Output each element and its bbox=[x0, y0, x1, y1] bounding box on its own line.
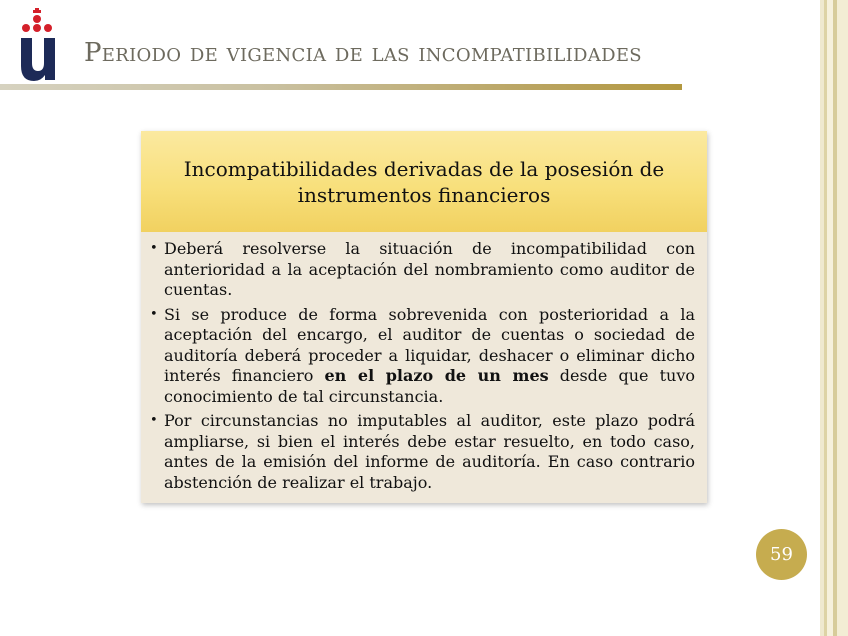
bullet-list bbox=[141, 232, 707, 493]
title-underline bbox=[0, 84, 682, 90]
bullet-text: Deberá resolverse la situación de incompatibilidad con anterioridad a la aceptación del nombramiento como auditor de cuentas. bbox=[164, 239, 695, 299]
bullet-item bbox=[150, 305, 695, 408]
slide-title: Periodo de vigencia de las incompatibilidades bbox=[84, 38, 642, 68]
bullet-emphasis: en el plazo de un mes bbox=[324, 366, 549, 385]
university-logo-icon bbox=[18, 8, 64, 82]
content-card bbox=[141, 131, 707, 503]
bullet-text: Si se produce de forma sobrevenida con posterioridad a la aceptación del encargo, el auditor de cuentas o sociedad de auditoría deberá proceder a liquidar, deshacer o eliminar dicho interés financiero bbox=[164, 304, 695, 385]
bullet-item bbox=[150, 411, 695, 493]
bullet-text: Por circunstancias no imputables al auditor, este plazo podrá ampliarse, si bien el interés debe estar resuelto, en todo caso, antes de la emisión del informe de auditoría. En caso contrario abstención de realizar el trabajo. bbox=[164, 411, 695, 492]
card-heading: Incompatibilidades derivadas de la posesión de instrumentos financieros bbox=[183, 156, 665, 207]
card-body bbox=[141, 232, 707, 503]
page-number-badge: 59 bbox=[756, 529, 807, 580]
card-header bbox=[141, 131, 707, 233]
bullet-item bbox=[150, 239, 695, 301]
decorative-side-stripes bbox=[820, 0, 848, 636]
bullet-text: desde que tuvo conocimiento de tal circunstancia. bbox=[164, 366, 695, 406]
